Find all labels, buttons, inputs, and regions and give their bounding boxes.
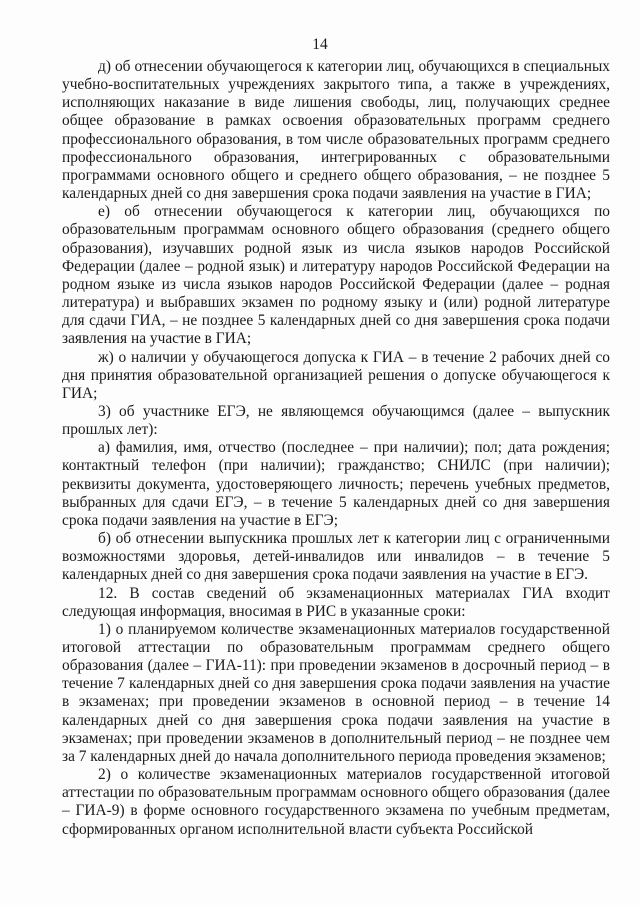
paragraph-3-past-graduates: 3) об участнике ЕГЭ, не являющемся обучающимся (далее – выпускник прошлых лет): [62, 402, 610, 439]
paragraph-d-closed-institutions: д) об отнесении обучающегося к категории лиц, обучающихся в специальных учебно-воспитательных учреждениях закрытого типа, а также в учреждениях, исполняющих наказание в виде лишения свободы, лиц, получающих среднее общее образование в рамках освоения образовательных программ среднего профессионального образования, в том числе образовательных программ среднего профессионального образования, интегрированных с образовательными программами основного общего и среднего общего образования, – не позднее 5 календарных дней со дня завершения срока подачи заявления на участие в ГИА; [62, 58, 610, 203]
paragraph-b-disabilities: б) об отнесении выпускника прошлых лет к категории лиц с ограниченными возможностями здоровья, детей-инвалидов или инвалидов – в течение 5 календарных дней со дня завершения срока подачи заявления на участие в ЕГЭ. [62, 530, 610, 584]
paragraph-e-native-language: е) об отнесении обучающегося к категории лиц, обучающихся по образовательным программам основного общего образования (среднего общего образования), изучавших родной язык из числа языков народов Российской Федерации (далее – родной язык) и литературу народов Российской Федерации на родном языке из числа языков народов Российской Федерации (далее – родная литература) и выбравших экзамен по родному языку и (или) родной литературе для сдачи ГИА, – не позднее 5 календарных дней со дня завершения срока подачи заявления на участие в ГИА; [62, 203, 610, 348]
paragraph-12-exam-materials: 12. В состав сведений об экзаменационных материалах ГИА входит следующая информация, вносимая в РИС в указанные сроки: [62, 584, 610, 620]
document-body [62, 58, 610, 839]
paragraph-a-personal-data: а) фамилия, имя, отчество (последнее – при наличии); пол; дата рождения; контактный телефон (при наличии); гражданство; СНИЛС (при наличии); реквизиты документа, удостоверяющего личность; перечень учебных предметов, выбранных для сдачи ЕГЭ, – в течение 5 календарных дней со дня завершения срока подачи заявления на участие в ЕГЭ; [62, 439, 610, 529]
paragraph-zh-gia-admission: ж) о наличии у обучающегося допуска к ГИА – в течение 2 рабочих дней со дня принятия образовательной организацией решения о допуске обучающегося к ГИА; [62, 348, 610, 402]
paragraph-1-gia-11-materials: 1) о планируемом количестве экзаменационных материалов государственной итоговой аттестации по образовательным программам среднего общего образования (далее – ГИА-11): при проведении экзаменов в досрочный период – в течение 7 календарных дней со дня завершения срока подачи заявления на участие в экзаменах; при проведении экзаменов в основной период – в течение 14 календарных дней со дня завершения срока подачи заявления на участие в экзаменах; при проведении экзаменов в дополнительный период – не позднее чем за 7 календарных дней до начала дополнительного периода проведения экзаменов; [62, 620, 610, 765]
paragraph-2-gia-9-materials: 2) о количестве экзаменационных материалов государственной итоговой аттестации по образовательным программам основного общего образования (далее – ГИА-9) в форме основного государственного экзамена по учебным предметам, сформированных органом исполнительной власти субъекта Российской [62, 766, 610, 838]
page-number: 14 [312, 36, 328, 53]
